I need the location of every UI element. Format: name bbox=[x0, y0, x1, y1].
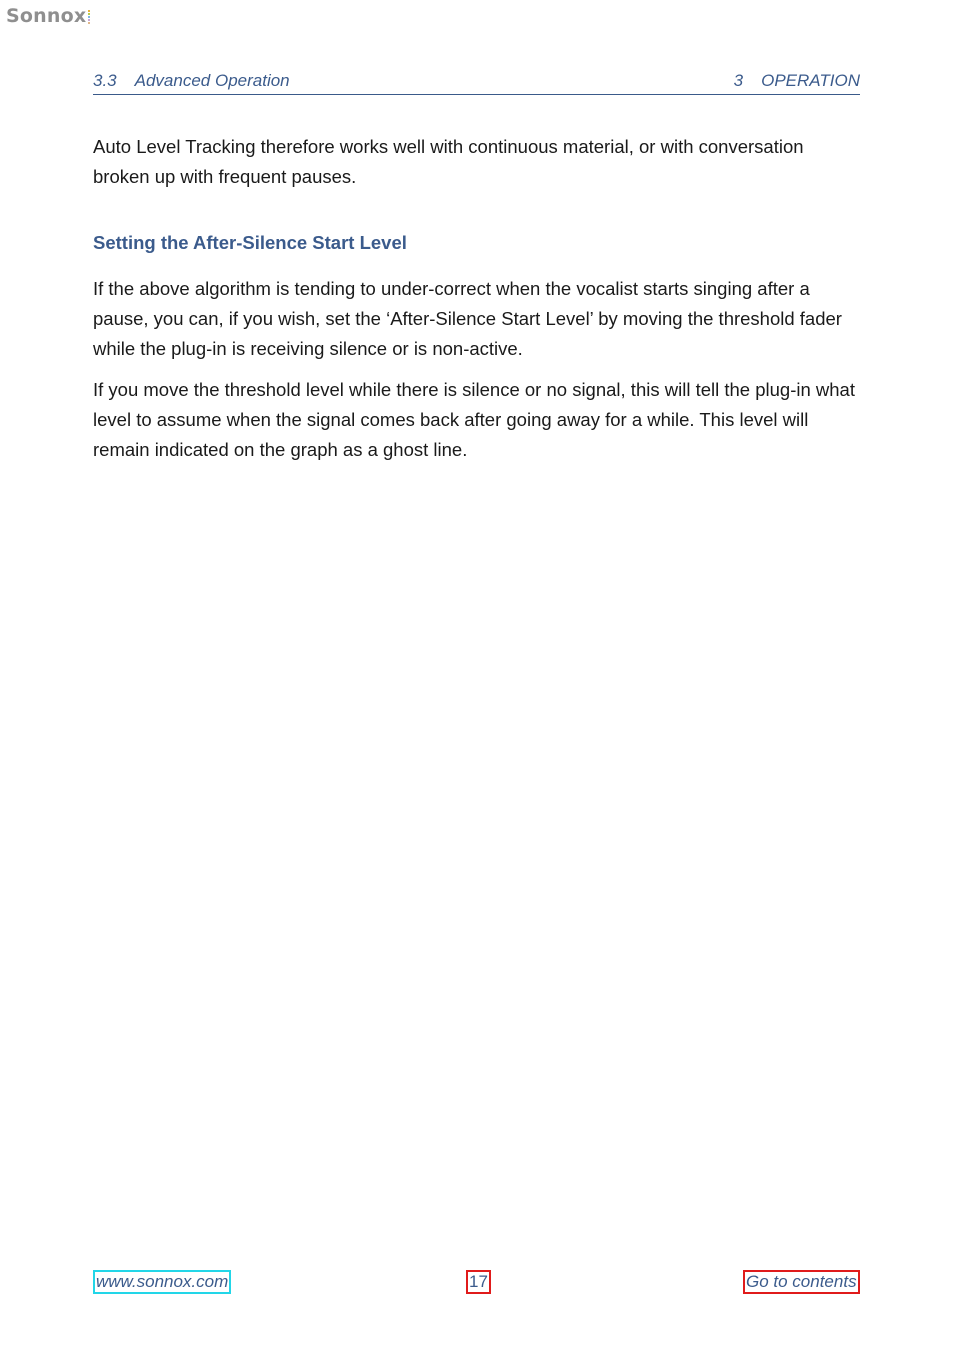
intro-paragraph: Auto Level Tracking therefore works well with continuous material, or with conversation broken up with frequent pauses. bbox=[93, 136, 804, 187]
sonnox-logo bbox=[6, 5, 90, 27]
website-link[interactable]: www.sonnox.com bbox=[93, 1270, 231, 1294]
go-to-contents-link[interactable]: Go to contents bbox=[743, 1270, 860, 1294]
page-content bbox=[93, 132, 863, 476]
header-section-number: 3.3 bbox=[93, 71, 117, 90]
header-chapter-number: 3 bbox=[733, 71, 744, 90]
logo-text: Sonnox bbox=[6, 5, 87, 27]
body-paragraph-1: If the above algorithm is tending to under-correct when the vocalist starts singing after a pause, you can, if you wish, set the ‘After-Silence Start Level’ by moving the threshold fader while the plug-in is receiving silence or is non-active. bbox=[93, 278, 842, 359]
page-number-link[interactable]: 17 bbox=[466, 1270, 491, 1294]
header-section-title: Advanced Operation bbox=[134, 71, 290, 90]
header-chapter bbox=[734, 71, 860, 91]
logo-dots-icon bbox=[88, 10, 90, 25]
section-heading: Setting the After-Silence Start Level bbox=[93, 232, 407, 253]
body-paragraph-2: If you move the threshold level while there is silence or no signal, this will tell the plug-in what level to assume when the signal comes back after going away for a while. This level will remain indicated on the graph as a ghost line. bbox=[93, 379, 855, 460]
header-chapter-title: OPERATION bbox=[761, 71, 860, 90]
header-section bbox=[93, 71, 290, 91]
running-header bbox=[93, 71, 860, 95]
